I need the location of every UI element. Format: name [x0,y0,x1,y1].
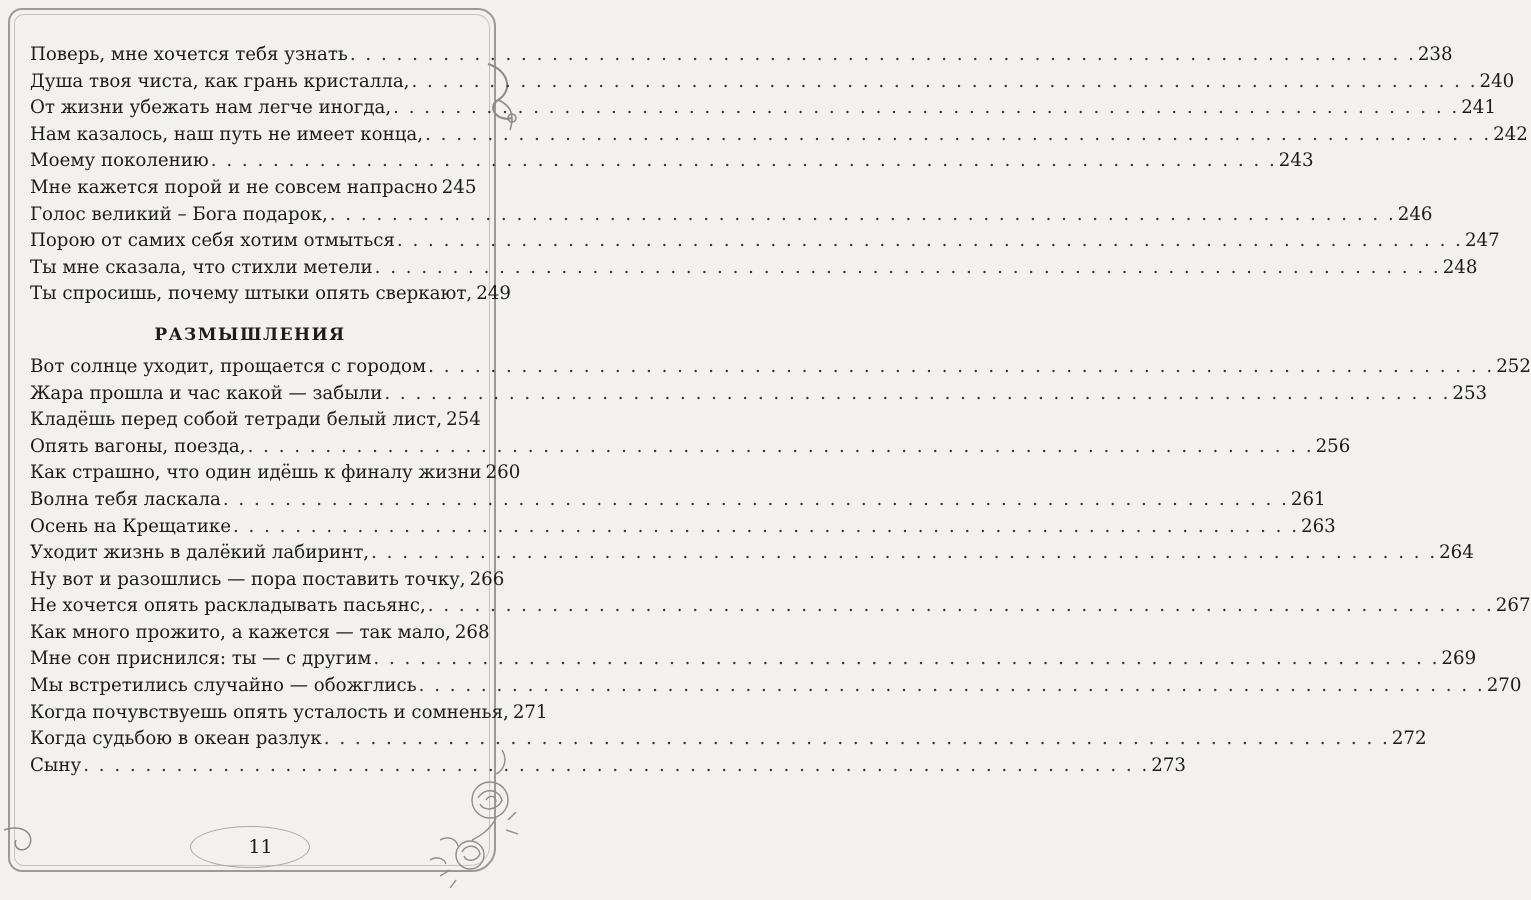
toc-entry [30,620,490,647]
toc-entry [30,726,1427,753]
toc-entry-title: Не хочется опять раскладывать пасьянс, [30,595,426,617]
toc-entry-title: Моему поколению [30,150,209,172]
toc-entry-page: 246 [1397,203,1433,225]
toc-entry [30,354,1531,381]
toc-entry-title: Когда судьбою в океан разлук [30,728,322,750]
toc-entry [30,753,1186,780]
toc-entry-title: Мне кажется порой и не совсем напрасно [30,176,438,198]
toc-entry-title: Когда почувствуешь опять усталость и сомненья, [30,701,509,723]
toc-entry-page: 256 [1315,435,1351,457]
toc-entry-page: 242 [1493,123,1528,145]
toc-entry [30,69,1515,96]
toc-entry-page: 240 [1479,70,1515,92]
dot-leader [428,354,1494,381]
toc-section [30,42,1528,308]
toc-entry [30,673,1522,700]
toc-entry-page: 270 [1486,675,1522,697]
dot-leader [373,646,1439,673]
toc-entry-page: 249 [476,283,511,305]
toc-entry-page: 247 [1464,230,1500,252]
toc-entry [30,122,1528,149]
toc-entry [30,460,521,487]
toc-entry-page: 263 [1301,515,1336,537]
toc-entry-title: Осень на Крещатике [30,515,231,537]
toc-entry-title: Голос великий – Бога подарок, [30,203,328,225]
toc-entry-title: Вот солнце уходит, прощается с городом [30,355,427,377]
dot-leader [419,673,1485,700]
toc-entry [30,407,481,434]
toc-entry-title: Ты спросишь, почему штыки опять сверкают, [30,283,473,305]
toc-entry-title: Уходит жизнь в далёкий лабиринт, [30,542,370,564]
toc-entry-title: Как страшно, что один идёшь к финалу жизни [30,462,482,484]
toc-entry-title: Сыну [30,754,82,776]
toc-entry [30,593,1531,620]
toc-entry [30,148,1314,175]
dot-leader [393,95,1459,122]
dot-leader [425,122,1491,149]
toc-entry-page: 261 [1290,488,1326,510]
toc-entry-title: Как много прожито, а кажется — так мало, [30,621,451,643]
toc-entry [30,514,1336,541]
toc-section [30,354,1531,780]
toc-entry [30,646,1477,673]
toc-entry [30,228,1500,255]
dot-leader [397,228,1463,255]
toc-entry-page: 248 [1442,256,1478,278]
toc-entry [30,700,548,727]
dot-leader [428,593,1494,620]
section-heading: РАЗМЫШЛЕНИЯ [154,324,346,345]
toc-entry-title: Поверь, мне хочется тебя узнать [30,44,348,65]
dot-leader [233,514,1299,541]
table-of-contents [30,42,1531,779]
toc-entry-title: Волна тебя ласкала [30,488,221,510]
toc-entry-title: Кладёшь перед собой тетради белый лист, [30,409,443,431]
toc-entry [30,42,1453,69]
dot-leader [248,434,1314,461]
toc-entry [30,202,1433,229]
toc-entry-page: 243 [1278,150,1314,172]
toc-entry-title: Ну вот и разошлись — пора поставить точку, [30,568,466,590]
dot-leader [411,69,1477,96]
toc-entry-page: 273 [1151,754,1186,776]
toc-entry-page: 272 [1391,728,1427,750]
dot-leader [211,148,1277,175]
toc-entry [30,487,1326,514]
toc-entry [30,255,1478,282]
dot-leader [350,42,1416,69]
toc-entry-title: Ты мне сказала, что стихли метели [30,256,373,278]
toc-entry-title: Мы встретились случайно — обожглись [30,675,417,697]
toc-entry-page: 266 [469,568,505,590]
toc-entry [30,175,477,202]
dot-leader [375,255,1441,282]
toc-entry-title: Опять вагоны, поезда, [30,435,246,457]
toc-entry-title: Мне сон приснился: ты — с другим [30,648,372,670]
toc-entry-title: Душа твоя чиста, как грань кристалла, [30,70,410,92]
toc-entry [30,567,505,594]
toc-entry-title: От жизни убежать нам легче иногда, [30,97,392,119]
toc-entry-page: 253 [1452,382,1488,404]
toc-entry [30,281,511,308]
toc-entry-page: 254 [446,409,481,431]
toc-entry [30,434,1351,461]
toc-entry-title: Жара прошла и час какой — забыли [30,382,383,404]
toc-entry-page: 260 [485,462,521,484]
dot-leader [223,487,1289,514]
toc-entry-page: 245 [441,176,477,198]
toc-entry-page: 252 [1496,355,1531,377]
toc-entry-page: 268 [454,621,490,643]
dot-leader [324,726,1390,753]
toc-entry-title: Порою от самих себя хотим отмыться [30,230,395,252]
toc-entry-page: 264 [1439,542,1474,564]
dot-leader [330,202,1396,229]
toc-entry [30,540,1474,567]
dot-leader [83,753,1149,780]
toc-entry-page: 267 [1495,595,1531,617]
toc-entry [30,381,1488,408]
dot-leader [384,381,1450,408]
toc-entry [30,95,1496,122]
page-number: 11 [248,836,273,858]
toc-entry-page: 271 [512,701,548,723]
dot-leader [371,540,1437,567]
toc-entry-page: 238 [1417,44,1453,65]
toc-entry-page: 241 [1461,97,1496,119]
toc-entry-title: Нам казалось, наш путь не имеет конца, [30,123,424,145]
toc-entry-page: 269 [1441,648,1477,670]
